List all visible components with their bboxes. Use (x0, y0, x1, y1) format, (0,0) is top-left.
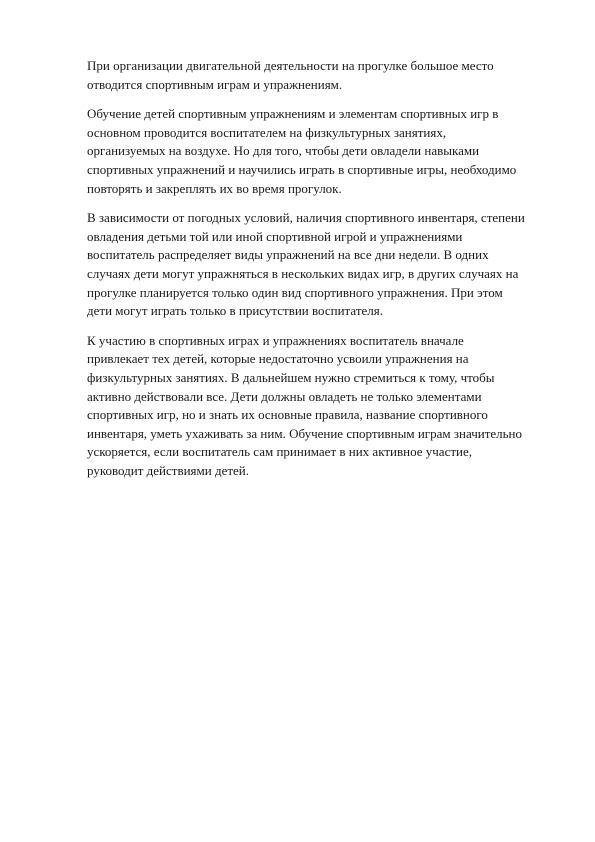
paragraph-1 (87, 57, 557, 94)
paragraph-line: физкультурных занятиях. В дальнейшем нужно стремиться к тому, чтобы (87, 369, 495, 385)
paragraph-line: В зависимости от погодных условий, наличия спортивного инвентаря, степени (87, 210, 525, 226)
paragraph-line: прогулке планируется только один вид спортивного упражнения. При этом (87, 284, 503, 300)
paragraph-line: овладения детьми той или иной спортивной игрой и упражнениями (87, 228, 463, 244)
paragraph-3 (87, 209, 557, 321)
document-body (87, 57, 557, 491)
paragraph-line: руководит действиями детей. (87, 462, 250, 478)
paragraph-2 (87, 105, 557, 198)
paragraph-line: дети могут играть только в присутствии воспитателя. (87, 303, 383, 319)
paragraph-line: При организации двигательной деятельности на прогулке большое место (87, 58, 494, 73)
paragraph-line: отводится спортивным играм и упражнениям. (87, 76, 343, 92)
paragraph-line: спортивных упражнений и научились играть в спортивные игры, необходимо (87, 161, 517, 177)
paragraph-line: повторять и закреплять их во время прогулок. (87, 180, 342, 196)
paragraph-4 (87, 332, 557, 481)
paragraph-line: К участию в спортивных играх и упражнениях воспитатель вначале (87, 332, 464, 348)
paragraph-line: случаях дети могут упражняться в нескольких видах игр, в других случаях на (87, 265, 519, 281)
paragraph-line: Обучение детей спортивным упражнениям и элементам спортивных игр в (87, 106, 499, 122)
paragraph-line: организуемых на воздухе. Но для того, чтобы дети овладели навыками (87, 143, 480, 159)
paragraph-line: воспитатель распределяет виды упражнений на все дни недели. В одних (87, 247, 489, 263)
paragraph-line: спортивных игр, но и знать их основные правила, название спортивного (87, 407, 488, 423)
paragraph-line: активно действовали все. Дети должны овладеть не только элементами (87, 388, 482, 404)
paragraph-line: привлекает тех детей, которые недостаточно усвоили упражнения на (87, 351, 469, 367)
paragraph-line: ускоряется, если воспитатель сам принимает в них активное участие, (87, 444, 472, 460)
paragraph-line: основном проводится воспитателем на физкультурных занятиях, (87, 124, 447, 140)
paragraph-line: инвентаря, уметь ухаживать за ним. Обучение спортивным играм значительно (87, 425, 523, 441)
